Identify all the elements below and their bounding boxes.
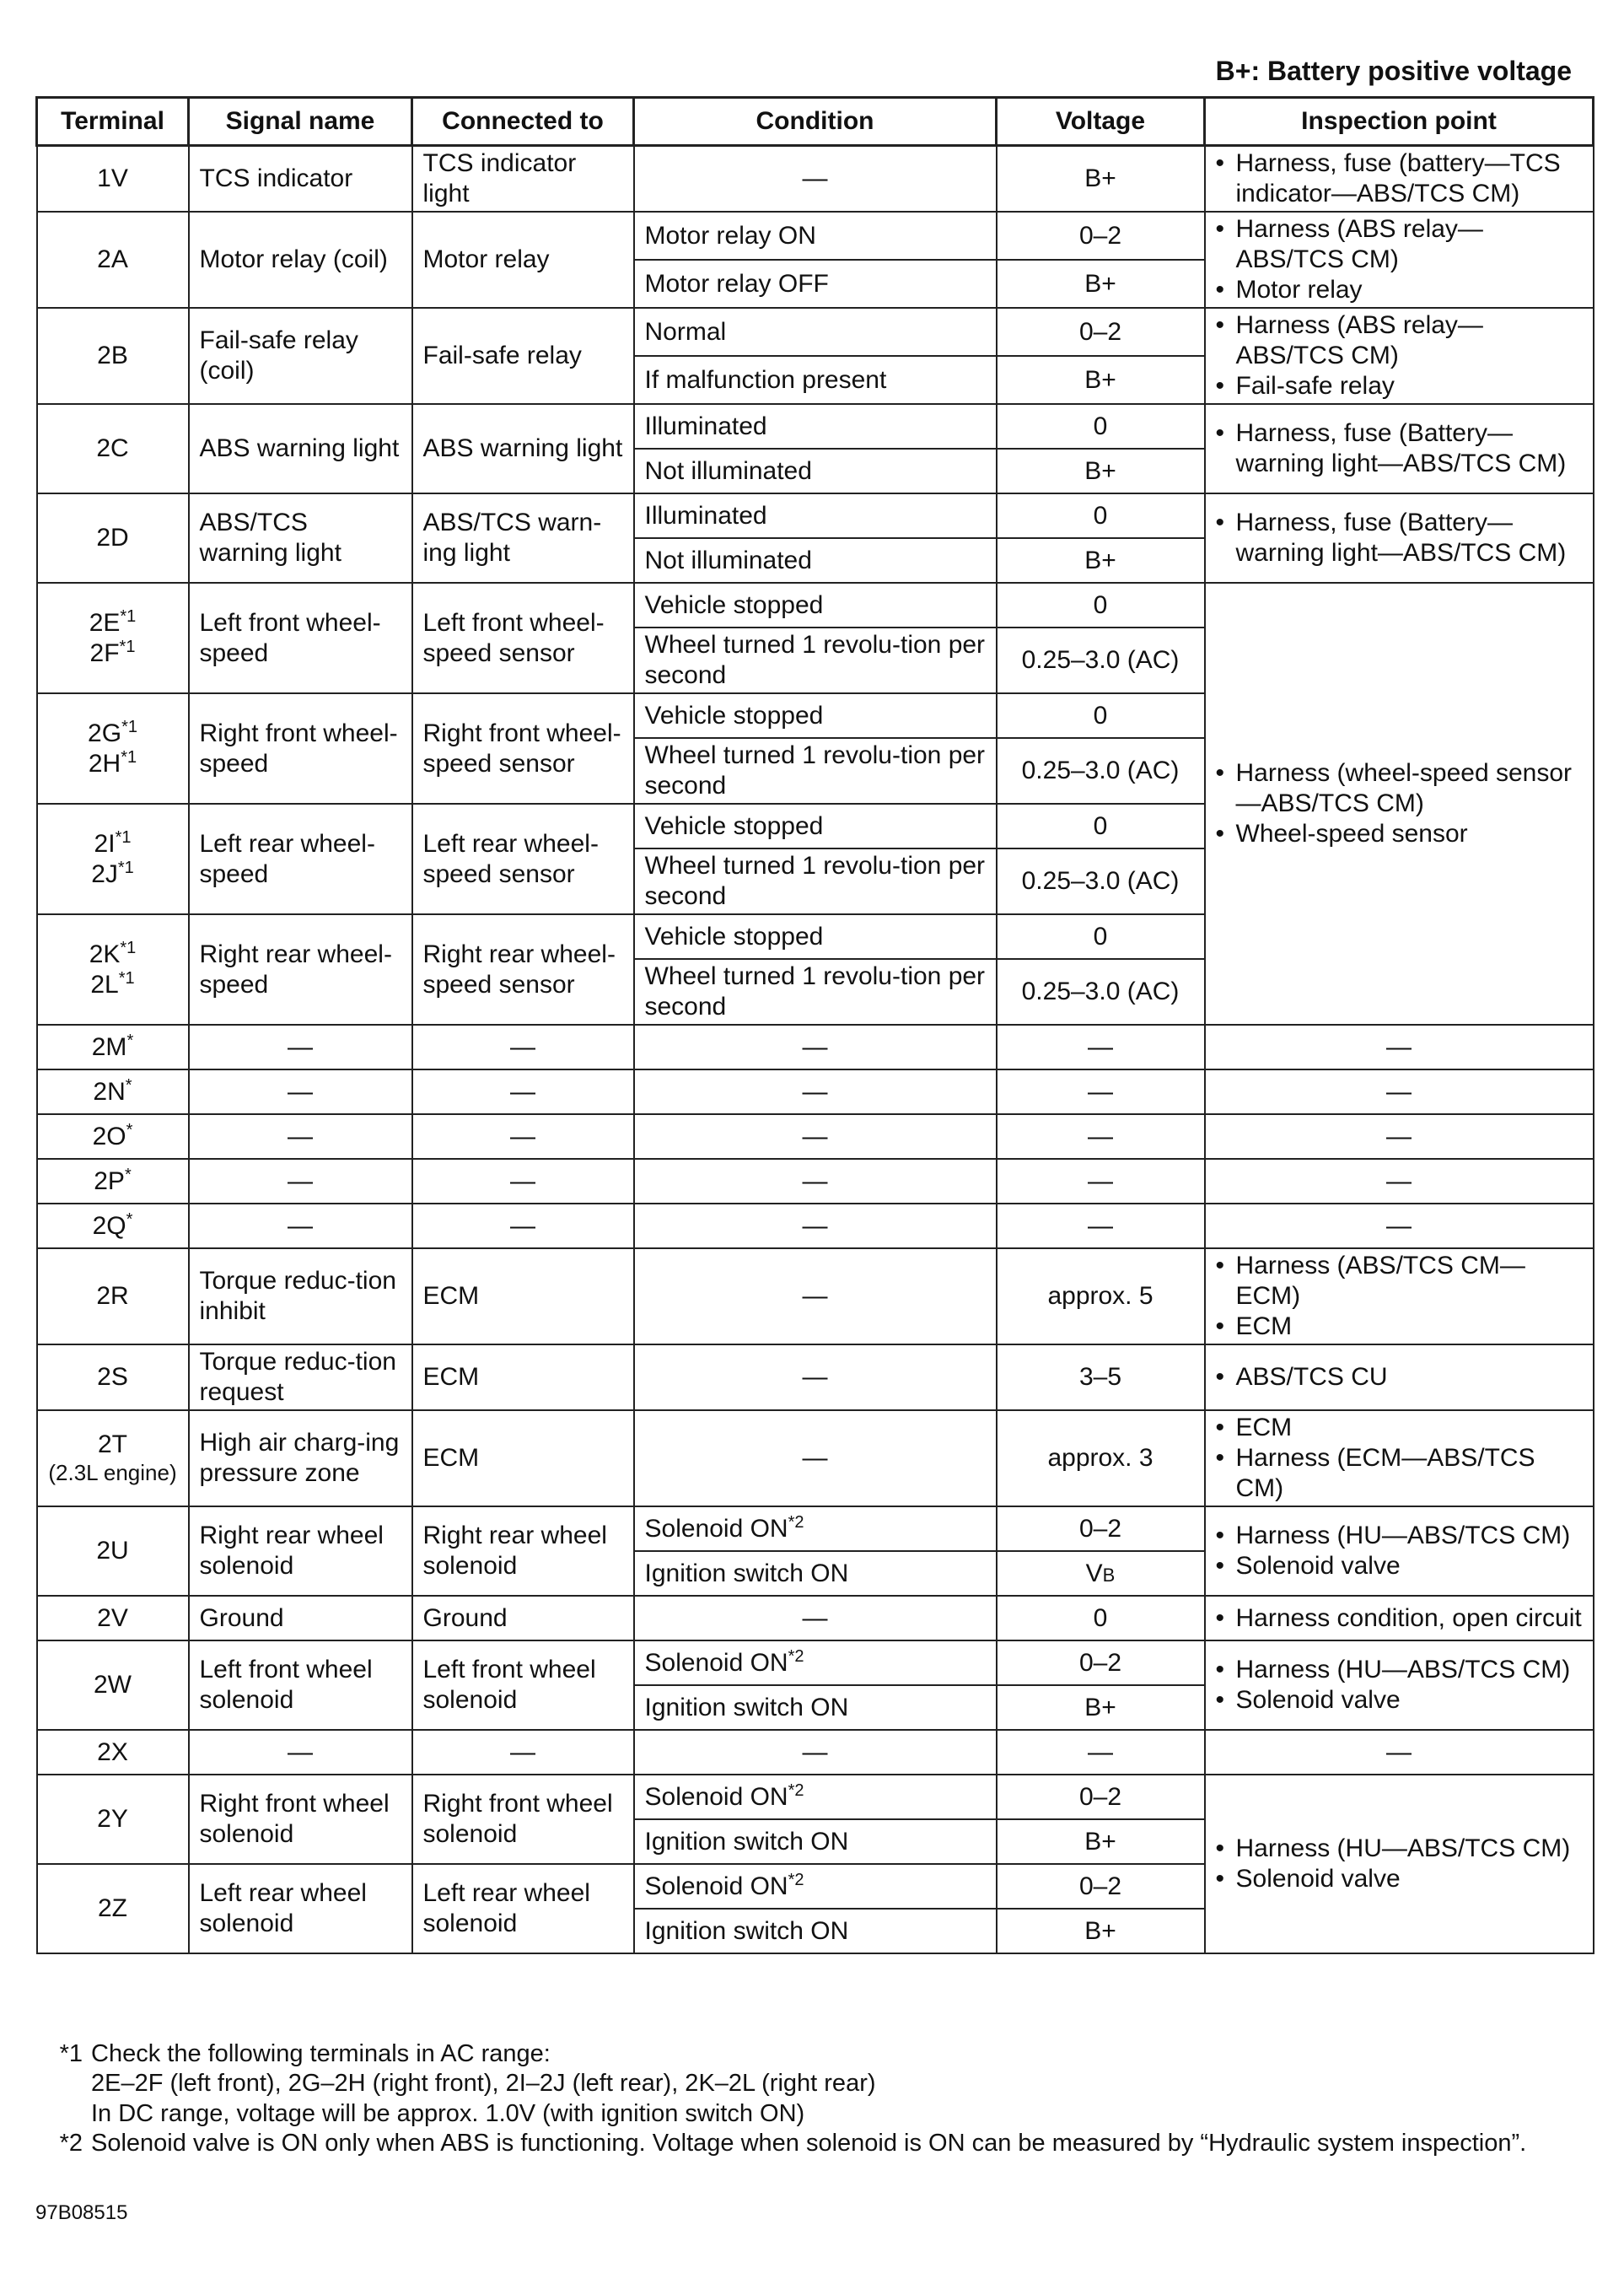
connected-to-cell: — [412,1025,634,1069]
connected-to-cell: Right rear wheel-speed sensor [412,914,634,1025]
signal-name-cell: Ground [189,1596,412,1640]
table-row [37,493,1594,538]
table-row [37,1248,1594,1344]
inspection-list [1216,310,1583,401]
voltage-cell: 0–2 [997,308,1205,356]
terminal-cell [37,1204,189,1248]
inspection-item: • ECM [1216,1413,1583,1443]
inspection-list [1216,148,1583,209]
condition-cell: Solenoid ON$^{*2}$ [634,1640,997,1685]
voltage-cell: — [997,1114,1205,1159]
terminal-id: 2V [97,1603,128,1632]
inspection-list [1216,1521,1583,1581]
terminal-id: 2O* [92,1120,133,1150]
terminal-id: 2B [97,342,128,369]
inspection-item: • Solenoid valve [1216,1685,1583,1716]
connected-to-cell: Right front wheel solenoid [412,1775,634,1864]
terminal-cell [37,1730,189,1775]
condition-cell: Solenoid ON$^{*2}$ [634,1506,997,1551]
signal-name-cell: — [189,1159,412,1204]
table-row [37,1025,1594,1069]
table-body [37,146,1594,1954]
table-row [37,1640,1594,1685]
header-voltage: Voltage [997,98,1205,146]
terminal-cell [37,146,189,213]
inspection-point-cell [1205,212,1594,308]
signal-name-cell: Right front wheel solenoid [189,1775,412,1864]
signal-name-cell: Torque reduc-tion request [189,1344,412,1410]
condition-cell: — [634,1410,997,1506]
signal-name-cell: — [189,1730,412,1775]
condition-cell: — [634,1344,997,1410]
terminal-id: 2T [97,1430,127,1459]
header-condition: Condition [634,98,997,146]
inspection-point-cell [1205,146,1594,213]
connected-to-cell: Motor relay [412,212,634,308]
connected-to-cell: ECM [412,1410,634,1506]
inspection-point-cell [1205,1775,1594,1953]
connected-to-cell: Left front wheel solenoid [412,1640,634,1730]
condition-cell: Normal [634,308,997,356]
condition-cell: — [634,1069,997,1114]
voltage-cell: VB [997,1551,1205,1596]
terminal-cell [37,1864,189,1953]
signal-name-cell: Left front wheel solenoid [189,1640,412,1730]
footnote-line: 2E–2F (left front), 2G–2H (right front), 2I–2J (left rear), 2K–2L (right rear) [91,2070,876,2098]
condition-cell: — [634,1730,997,1775]
condition-cell: Vehicle stopped [634,583,997,628]
terminal-cell [37,1640,189,1730]
terminal-id: $2H^{*1}$ [88,747,137,778]
inspection-list [1216,758,1583,849]
signal-name-cell: Right rear wheel solenoid [189,1506,412,1596]
condition-cell: — [634,146,997,213]
table-row [37,1344,1594,1410]
inspection-list [1216,214,1583,305]
connected-to-cell: Right rear wheel solenoid [412,1506,634,1596]
table-row [37,1069,1594,1114]
inspection-item: • Harness (ABS relay—ABS/TCS CM) [1216,214,1583,275]
voltage-cell: B+ [997,1819,1205,1864]
inspection-point-cell [1205,1344,1594,1410]
figure-code: 97B08515 [35,2201,128,2224]
inspection-point-cell [1205,1410,1594,1506]
terminal-cell [37,1025,189,1069]
condition-cell: Ignition switch ON [634,1551,997,1596]
inspection-item: • Harness, fuse (battery—TCS indicator—ABS/TCS CM) [1216,148,1583,209]
inspection-list [1216,508,1583,568]
header-inspection-point: Inspection point [1205,98,1594,146]
terminal-id: 2Y [97,1805,128,1833]
inspection-list [1216,1655,1583,1716]
inspection-list [1216,1834,1583,1894]
signal-name-cell: Left front wheel-speed [189,583,412,693]
connected-to-cell: TCS indicator light [412,146,634,213]
condition-cell: Solenoid ON$^{*2}$ [634,1775,997,1819]
condition-cell: Vehicle stopped [634,804,997,848]
signal-name-cell: — [189,1114,412,1159]
voltage-cell: B+ [997,146,1205,213]
condition-cell: Vehicle stopped [634,693,997,738]
condition-cell: Not illuminated [634,449,997,493]
inspection-item: • Solenoid valve [1216,1864,1583,1894]
voltage-cell: B+ [997,538,1205,583]
voltage-cell: 0.25–3.0 (AC) [997,628,1205,693]
condition-cell: Not illuminated [634,538,997,583]
terminal-cell [37,212,189,308]
connected-to-cell: Fail-safe relay [412,308,634,404]
table-row [37,1204,1594,1248]
terminal-id: 2Q* [92,1209,133,1240]
footnote-body [91,2129,1526,2158]
voltage-cell: — [997,1069,1205,1114]
inspection-point-cell [1205,583,1594,1025]
signal-name-cell: Left rear wheel-speed [189,804,412,914]
terminal-cell [37,583,189,693]
inspection-list [1216,1413,1583,1504]
terminal-id: $2G^{*1}$ [88,717,137,747]
voltage-cell: approx. 3 [997,1410,1205,1506]
condition-cell: Ignition switch ON [634,1685,997,1730]
table-row [37,1506,1594,1551]
inspection-item: • Harness (HU—ABS/TCS CM) [1216,1655,1583,1685]
terminal-voltage-table [35,96,1594,1954]
condition-cell: — [634,1114,997,1159]
inspection-point-cell: — [1205,1730,1594,1775]
connected-to-cell: ABS warning light [412,404,634,493]
header-signal-name: Signal name [189,98,412,146]
footnote-body [91,2039,876,2129]
table-row [37,1410,1594,1506]
connected-to-cell: — [412,1069,634,1114]
table-row [37,1730,1594,1775]
connected-to-cell: — [412,1204,634,1248]
voltage-cell: 0–2 [997,1775,1205,1819]
inspection-point-cell [1205,1248,1594,1344]
voltage-legend: B+: Battery positive voltage [1215,56,1572,86]
connected-to-cell: ECM [412,1344,634,1410]
connected-to-cell: Left rear wheel-speed sensor [412,804,634,914]
voltage-cell: 0.25–3.0 (AC) [997,848,1205,914]
condition-cell: — [634,1159,997,1204]
inspection-item: • ECM [1216,1312,1583,1342]
terminal-id: 2N* [93,1075,132,1106]
inspection-point-cell [1205,404,1594,493]
inspection-point-cell: — [1205,1025,1594,1069]
voltage-cell: 0 [997,404,1205,449]
footnote-line: Solenoid valve is ON only when ABS is functioning. Voltage when solenoid is ON can be measured by “Hydraulic system inspection”. [91,2130,1527,2157]
signal-name-cell: — [189,1069,412,1114]
connected-to-cell: ABS/TCS warn-ing light [412,493,634,583]
signal-name-cell: — [189,1025,412,1069]
condition-cell: — [634,1204,997,1248]
connected-to-cell: — [412,1730,634,1775]
inspection-item: • ABS/TCS CU [1216,1362,1583,1392]
voltage-cell: approx. 5 [997,1248,1205,1344]
inspection-point-cell [1205,1596,1594,1640]
inspection-point-cell [1205,493,1594,583]
signal-name-cell: Right front wheel-speed [189,693,412,804]
table-row [37,1775,1594,1819]
voltage-cell: — [997,1159,1205,1204]
voltage-cell: B+ [997,1909,1205,1953]
connected-to-cell: — [412,1159,634,1204]
inspection-point-cell: — [1205,1069,1594,1114]
condition-cell: Illuminated [634,404,997,449]
table-row [37,1596,1594,1640]
signal-name-cell: TCS indicator [189,146,412,213]
footnote-mark: *1 [59,2040,83,2067]
inspection-item: • Harness (HU—ABS/TCS CM) [1216,1521,1583,1551]
inspection-item: • Harness, fuse (Battery—warning light—ABS/TCS CM) [1216,508,1583,568]
terminal-id: 2P* [94,1165,132,1195]
voltage-cell: 0 [997,493,1205,538]
footnotes [35,2039,1592,2159]
terminal-id: 2R [96,1282,129,1310]
terminal-note: (2.3L engine) [48,1460,177,1486]
voltage-cell: 0 [997,804,1205,848]
signal-name-cell: Right rear wheel-speed [189,914,412,1025]
terminal-id: 1V [97,164,128,192]
condition-cell: — [634,1248,997,1344]
condition-cell: Vehicle stopped [634,914,997,959]
inspection-item: • Fail-safe relay [1216,371,1583,401]
terminal-cell [37,493,189,583]
inspection-list [1216,418,1583,479]
terminal-id: $2E^{*1}$ [89,606,137,637]
header-terminal: Terminal [37,98,189,146]
voltage-cell: 0.25–3.0 (AC) [997,738,1205,804]
voltage-cell: — [997,1730,1205,1775]
terminal-cell [37,1069,189,1114]
voltage-cell: 0–2 [997,1864,1205,1909]
terminal-cell [37,308,189,404]
condition-cell: — [634,1596,997,1640]
voltage-cell: 0–2 [997,212,1205,260]
terminal-id: 2W [94,1671,132,1699]
voltage-cell: 3–5 [997,1344,1205,1410]
terminal-id: 2A [97,245,128,273]
inspection-item: • Harness, fuse (Battery—warning light—ABS/TCS CM) [1216,418,1583,479]
terminal-cell [37,1506,189,1596]
footnote [35,2039,1592,2129]
inspection-item: • Harness condition, open circuit [1216,1603,1583,1634]
signal-name-cell: Motor relay (coil) [189,212,412,308]
voltage-cell: 0 [997,693,1205,738]
voltage-cell: B+ [997,449,1205,493]
terminal-cell [37,1775,189,1864]
voltage-cell: — [997,1204,1205,1248]
footnote-line: Check the following terminals in AC range: [91,2040,551,2067]
signal-name-cell: — [189,1204,412,1248]
signal-name-cell: High air charg-ing pressure zone [189,1410,412,1506]
connected-to-cell: Ground [412,1596,634,1640]
table-row [37,583,1594,628]
terminal-cell [37,1410,189,1506]
condition-cell: If malfunction present [634,356,997,404]
condition-cell: Wheel turned 1 revolu-tion per second [634,848,997,914]
inspection-item: • Motor relay [1216,275,1583,305]
terminal-cell [37,1596,189,1640]
terminal-id: 2D [96,524,129,552]
terminal-cell [37,1344,189,1410]
inspection-point-cell: — [1205,1204,1594,1248]
inspection-point-cell [1205,308,1594,404]
inspection-point-cell [1205,1640,1594,1730]
terminal-id: $2I^{*1}$ [94,827,132,858]
table-row [37,1159,1594,1204]
inspection-point-cell: — [1205,1114,1594,1159]
inspection-item: • Solenoid valve [1216,1551,1583,1581]
signal-name-cell: ABS warning light [189,404,412,493]
terminal-cell [37,1248,189,1344]
terminal-cell [37,404,189,493]
condition-cell: Wheel turned 1 revolu-tion per second [634,738,997,804]
voltage-cell: 0 [997,1596,1205,1640]
inspection-list [1216,1362,1583,1392]
condition-cell: Ignition switch ON [634,1819,997,1864]
terminal-id: $2F^{*1}$ [89,637,136,667]
connected-to-cell: — [412,1114,634,1159]
voltage-cell: 0–2 [997,1640,1205,1685]
condition-cell: — [634,1025,997,1069]
terminal-cell [37,1159,189,1204]
terminal-id: $2L^{*1}$ [90,968,135,999]
signal-name-cell: Torque reduc-tion inhibit [189,1248,412,1344]
signal-name-cell: Fail-safe relay (coil) [189,308,412,404]
footnote-line: In DC range, voltage will be approx. 1.0V (with ignition switch ON) [91,2099,805,2127]
connected-to-cell: ECM [412,1248,634,1344]
table-row [37,308,1594,356]
connected-to-cell: Left rear wheel solenoid [412,1864,634,1953]
inspection-item: • Harness (wheel-speed sensor—ABS/TCS CM) [1216,758,1583,819]
condition-cell: Wheel turned 1 revolu-tion per second [634,628,997,693]
inspection-item: • Harness (HU—ABS/TCS CM) [1216,1834,1583,1864]
voltage-cell: 0–2 [997,1506,1205,1551]
condition-cell: Motor relay OFF [634,260,997,308]
condition-cell: Wheel turned 1 revolu-tion per second [634,959,997,1025]
condition-cell: Illuminated [634,493,997,538]
terminal-cell [37,693,189,804]
voltage-cell: B+ [997,260,1205,308]
terminal-id: 2M* [91,1031,134,1061]
connected-to-cell: Left front wheel-speed sensor [412,583,634,693]
terminal-cell [37,1114,189,1159]
table-row [37,146,1594,213]
inspection-item: • Harness (ECM—ABS/TCS CM) [1216,1443,1583,1504]
voltage-cell: B+ [997,356,1205,404]
voltage-cell: 0 [997,914,1205,959]
terminal-id: $2K^{*1}$ [89,938,137,968]
voltage-cell: — [997,1025,1205,1069]
connected-to-cell: Right front wheel-speed sensor [412,693,634,804]
table-row [37,404,1594,449]
terminal-id: $2J^{*1}$ [91,858,134,888]
terminal-cell [37,914,189,1025]
inspection-list [1216,1251,1583,1342]
footnote [35,2129,1592,2158]
inspection-point-cell [1205,1506,1594,1596]
signal-name-cell: ABS/TCS warning light [189,493,412,583]
condition-cell: Ignition switch ON [634,1909,997,1953]
inspection-item: • Harness (ABS relay—ABS/TCS CM) [1216,310,1583,371]
condition-cell: Motor relay ON [634,212,997,260]
terminal-id: 2C [96,434,129,462]
inspection-list [1216,1603,1583,1634]
signal-name-cell: Left rear wheel solenoid [189,1864,412,1953]
inspection-item: • Wheel-speed sensor [1216,819,1583,849]
terminal-id: 2S [97,1363,128,1391]
terminal-id: 2U [96,1537,129,1565]
voltage-cell: B+ [997,1685,1205,1730]
terminal-id: 2X [97,1737,128,1766]
inspection-item: • Harness (ABS/TCS CM—ECM) [1216,1251,1583,1312]
table-row [37,212,1594,260]
inspection-point-cell: — [1205,1159,1594,1204]
terminal-cell [37,804,189,914]
table-row [37,1114,1594,1159]
terminal-id: 2Z [97,1894,127,1922]
voltage-cell: 0.25–3.0 (AC) [997,959,1205,1025]
condition-cell: Solenoid ON$^{*2}$ [634,1864,997,1909]
footnote-mark: *2 [59,2130,83,2157]
table-header-row [37,98,1594,146]
voltage-cell: 0 [997,583,1205,628]
header-connected-to: Connected to [412,98,634,146]
